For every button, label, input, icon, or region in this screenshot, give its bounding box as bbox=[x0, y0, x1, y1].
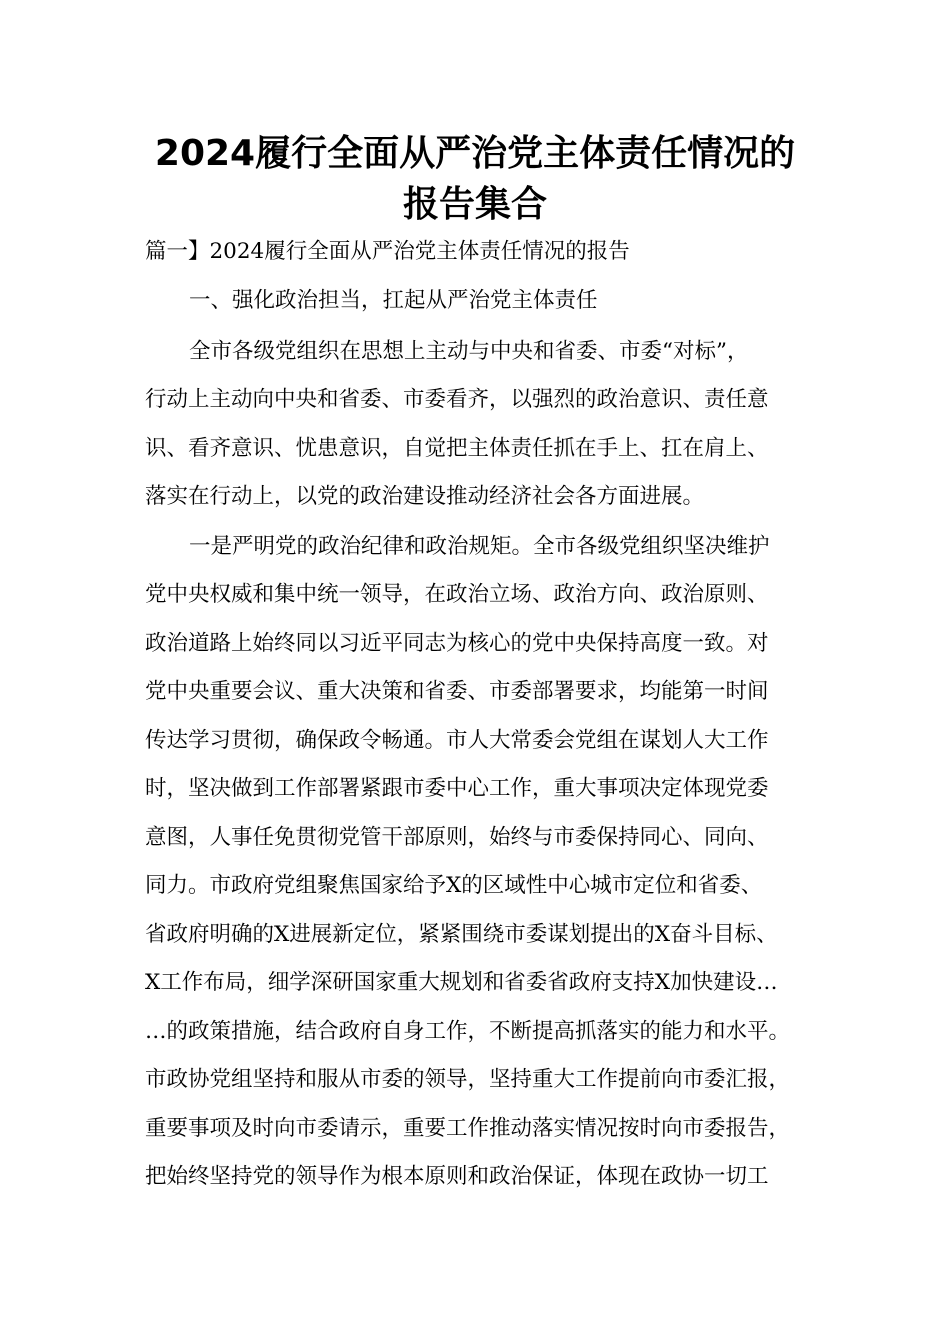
paragraph-line: 一是严明党的政治纪律和政治规矩。全市各级党组织坚决维护 bbox=[189, 534, 770, 559]
subsection-heading: 一、强化政治担当，扛起从严治党主体责任 bbox=[189, 288, 598, 313]
paragraph-line: X工作布局，细学深研国家重大规划和省委省政府支持X加快建设… bbox=[145, 970, 778, 995]
paragraph-line: 时，坚决做到工作部署紧跟市委中心工作，重大事项决定体现党委 bbox=[145, 776, 769, 801]
paragraph-line: 党中央权威和集中统一领导，在政治立场、政治方向、政治原则、 bbox=[145, 582, 769, 607]
paragraph-line: 政治道路上始终同以习近平同志为核心的党中央保持高度一致。对 bbox=[145, 631, 769, 656]
paragraph-line: 同力。市政府党组聚焦国家给予X的区域性中心城市定位和省委、 bbox=[145, 873, 763, 898]
document-title-line-1: 2024履行全面从严治党主体责任情况的 bbox=[154, 133, 796, 174]
paragraph-line: 行动上主动向中央和省委、市委看齐，以强烈的政治意识、责任意 bbox=[145, 387, 769, 412]
paragraph-line: 重要事项及时向市委请示，重要工作推动落实情况按时向市委报告， bbox=[145, 1116, 791, 1141]
paragraph-line: 落实在行动上，以党的政治建设推动经济社会各方面进展。 bbox=[145, 484, 705, 509]
document-title-line-2: 报告集合 bbox=[402, 184, 547, 225]
paragraph-line: 传达学习贯彻，确保政令畅通。市人大常委会党组在谋划人大工作 bbox=[145, 728, 769, 753]
paragraph-line: 识、看齐意识、忧患意识，自觉把主体责任抓在手上、扛在肩上、 bbox=[145, 436, 769, 461]
paragraph-line: 全市各级党组织在思想上主动与中央和省委、市委“对标”， bbox=[189, 339, 749, 364]
paragraph-line: 意图，人事任免贯彻党管干部原则，始终与市委保持同心、同向、 bbox=[145, 825, 769, 850]
paragraph-line: 市政协党组坚持和服从市委的领导，坚持重大工作提前向市委汇报， bbox=[145, 1067, 791, 1092]
paragraph-line: …的政策措施，结合政府自身工作，不断提高抓落实的能力和水平。 bbox=[145, 1019, 791, 1044]
paragraph-line: 党中央重要会议、重大决策和省委、市委部署要求，均能第一时间 bbox=[145, 679, 769, 704]
section-heading: 篇一】2024履行全面从严治党主体责任情况的报告 bbox=[145, 239, 630, 264]
paragraph-line: 省政府明确的X进展新定位，紧紧围绕市委谋划提出的X奋斗目标、 bbox=[145, 922, 778, 947]
paragraph-line: 把始终坚持党的领导作为根本原则和政治保证，体现在政协一切工 bbox=[145, 1164, 769, 1189]
